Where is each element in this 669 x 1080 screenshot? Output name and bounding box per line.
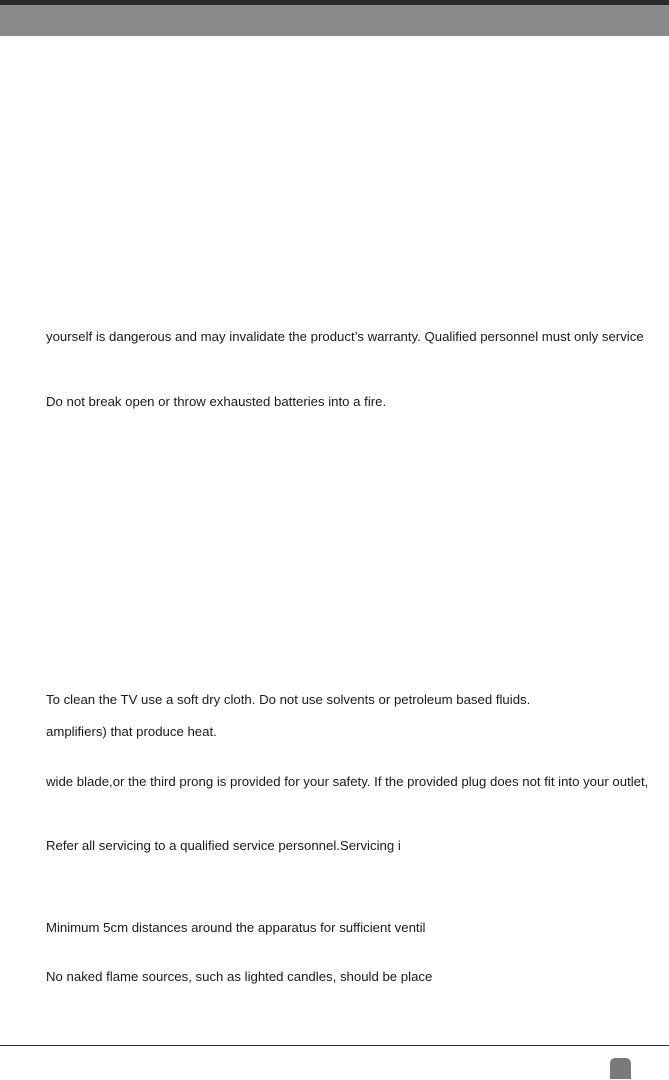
footer-divider: [0, 1045, 669, 1046]
text-line-ventilation: Minimum 5cm distances around the apparatus for sufficient ventil: [46, 920, 426, 935]
text-line-naked-flame: No naked flame sources, such as lighted candles, should be place: [46, 969, 433, 984]
text-line-servicing: Refer all servicing to a qualified service personnel.Servicing i: [46, 838, 401, 853]
text-line-batteries: Do not break open or throw exhausted batteries into a fire.: [46, 394, 387, 409]
text-line-cleaning: To clean the TV use a soft dry cloth. Do not use solvents or petroleum based fluids.: [46, 692, 531, 707]
page-number-tab: [610, 1058, 631, 1079]
header-bar: [0, 0, 669, 36]
text-line-amplifiers: amplifiers) that produce heat.: [46, 724, 217, 739]
text-line-warranty: yourself is dangerous and may invalidate the product’s warranty. Qualified personnel must only service: [46, 329, 644, 344]
text-line-plug: wide blade,or the third prong is provided for your safety. If the provided plug does not fit into your outlet,: [46, 774, 649, 789]
